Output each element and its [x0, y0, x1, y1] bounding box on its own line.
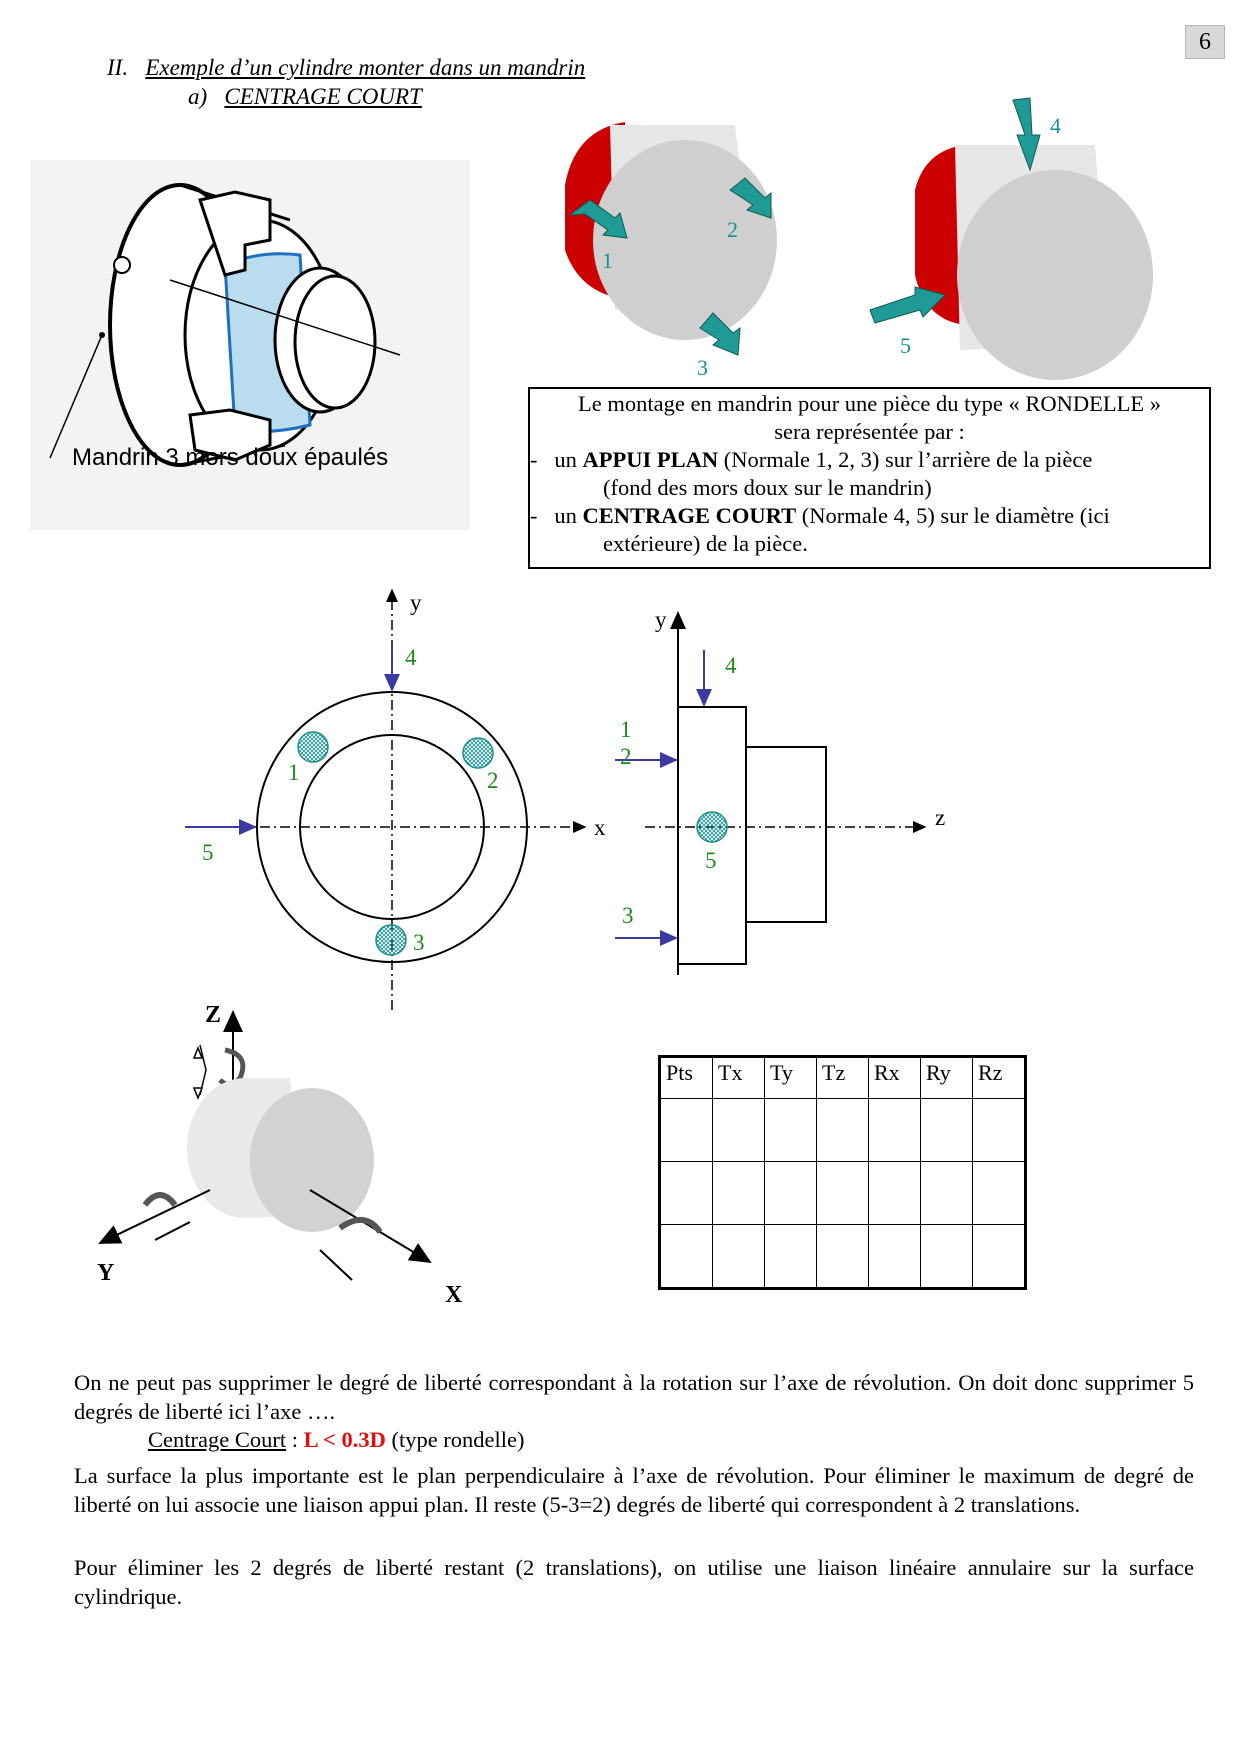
table-cell[interactable] [973, 1162, 1026, 1225]
front-view-diagram [170, 585, 610, 1025]
section-roman: II. [107, 55, 129, 80]
subsection-heading [188, 84, 422, 110]
front-label-3: 3 [413, 930, 425, 955]
cylinder-plan-support [535, 110, 785, 380]
table-cell[interactable] [869, 1099, 921, 1162]
subsection-letter: a) [188, 84, 208, 109]
table-cell[interactable] [817, 1099, 869, 1162]
side-washer-hub [746, 747, 826, 922]
box-bullet-2-pre: un [554, 503, 583, 528]
cylinder-front-face-2 [957, 170, 1153, 380]
table-cell[interactable] [921, 1162, 973, 1225]
side-axis-z-label: z [935, 805, 946, 830]
chuck-hole [114, 257, 130, 273]
table-cell[interactable] [921, 1099, 973, 1162]
side-label-3: 3 [622, 903, 634, 928]
box-bullet-2-bold: CENTRAGE COURT [582, 503, 797, 528]
x-translation-icon [320, 1250, 352, 1280]
front-point-2 [463, 738, 493, 768]
front-point-1 [298, 732, 328, 762]
front-label-2: 2 [487, 768, 499, 793]
centrage-court-post: (type rondelle) [385, 1427, 525, 1452]
arrow-label-1: 1 [602, 248, 613, 273]
table-row [660, 1162, 1026, 1225]
y-rotation-icon [145, 1195, 175, 1205]
centrage-court-formula: L < 0.3D [303, 1427, 386, 1452]
table-row [660, 1225, 1026, 1289]
table-cell[interactable] [869, 1225, 921, 1289]
table-cell[interactable] [765, 1225, 817, 1289]
box-bullet-2-post: (Normale 4, 5) sur le diamètre (ici [796, 503, 1110, 528]
side-label-5: 5 [705, 848, 717, 873]
table-cell[interactable] [973, 1099, 1026, 1162]
dof-table [658, 1055, 1027, 1290]
x-rotation-icon [340, 1220, 380, 1232]
cylinder-short-centering [865, 95, 1165, 380]
arrow-5 [870, 287, 945, 323]
section-title: Exemple d’un cylindre monter dans un mandrin [145, 55, 586, 80]
header-ty: Ty [765, 1057, 817, 1099]
dof-table-header [660, 1057, 1026, 1099]
box-line-2: sera représentée par : [774, 419, 965, 444]
box-bullet-2-dash: - [530, 503, 538, 528]
chuck-caption: Mandrin 3 mors doux épaulés [72, 444, 389, 471]
y-translation-icon [155, 1222, 190, 1240]
table-cell[interactable] [817, 1162, 869, 1225]
box-bullet-2 [530, 502, 1209, 530]
side-label-4: 4 [725, 653, 737, 678]
table-cell[interactable] [817, 1225, 869, 1289]
box-bullet-1-post: (Normale 1, 2, 3) sur l’arrière de la pièce [718, 447, 1093, 472]
axis-y-label: Y [97, 1260, 115, 1286]
table-cell[interactable] [660, 1162, 713, 1225]
box-bullet-2-cont: extérieure) de la pièce. [603, 531, 808, 556]
header-tz: Tz [817, 1057, 869, 1099]
arrow-label-3: 3 [697, 355, 708, 380]
chuck-workpiece-face [295, 276, 375, 408]
paragraph-4: Pour éliminer les 2 degrés de liberté restant (2 translations), on utilise une liaison linéaire annulaire sur la surface cylindrique. [74, 1555, 1194, 1609]
box-bullet-1-cont: (fond des mors doux sur le mandrin) [603, 475, 932, 500]
table-cell[interactable] [869, 1162, 921, 1225]
arrow-label-2: 2 [727, 217, 738, 242]
table-cell[interactable] [921, 1225, 973, 1289]
table-cell[interactable] [713, 1162, 765, 1225]
side-axis-y-label: y [655, 607, 667, 632]
box-bullet-1-dash: - [530, 447, 538, 472]
side-view-diagram [600, 605, 960, 985]
table-cell[interactable] [713, 1099, 765, 1162]
table-cell[interactable] [660, 1225, 713, 1289]
box-bullet-1 [530, 446, 1209, 474]
paragraph-3: La surface la plus importante est le plan perpendiculaire à l’axe de révolution. Pour éliminer le maximum de degré de liberté on lui associe une liaison appui plan. Il reste (5-3=2) degrés de liberté qui correspondent à 2 translations. [74, 1463, 1194, 1517]
side-point-5 [697, 812, 727, 842]
header-pts: Pts [660, 1057, 713, 1099]
chuck-illustration [30, 160, 470, 530]
centrage-court-sep: : [286, 1427, 304, 1452]
table-cell[interactable] [660, 1099, 713, 1162]
side-label-1: 1 [620, 717, 632, 742]
front-axis-x-label: x [594, 815, 606, 840]
table-row [660, 1099, 1026, 1162]
axes-3d-diagram [90, 1000, 490, 1330]
table-cell[interactable] [765, 1162, 817, 1225]
front-label-4: 4 [405, 645, 417, 670]
subsection-title: CENTRAGE COURT [224, 84, 422, 109]
table-cell[interactable] [973, 1225, 1026, 1289]
explanation-box [528, 387, 1211, 569]
centrage-court-label: Centrage Court [148, 1427, 287, 1452]
header-rz: Rz [973, 1057, 1026, 1099]
side-label-2: 2 [620, 744, 632, 769]
cylinder-3d-face [250, 1088, 374, 1232]
paragraph-2 [148, 1427, 525, 1453]
box-bullet-1-bold: APPUI PLAN [582, 447, 719, 472]
section-heading [107, 55, 585, 81]
paragraph-1: On ne peut pas supprimer le degré de liberté correspondant à la rotation sur l’axe de révolution. On doit donc supprimer 5 degrés de liberté ici l’axe …. [74, 1370, 1194, 1424]
front-label-1: 1 [288, 760, 300, 785]
header-ry: Ry [921, 1057, 973, 1099]
table-cell[interactable] [713, 1225, 765, 1289]
page-number: 6 [1185, 25, 1225, 59]
axis-x-label: X [445, 1282, 463, 1308]
header-tx: Tx [713, 1057, 765, 1099]
table-cell[interactable] [765, 1099, 817, 1162]
header-rx: Rx [869, 1057, 921, 1099]
box-bullet-1-pre: un [554, 447, 583, 472]
cylinder-front-face [593, 140, 777, 340]
arrow-label-5: 5 [900, 333, 911, 358]
arrow-label-4: 4 [1050, 113, 1061, 138]
front-point-3 [376, 925, 406, 955]
front-label-5: 5 [202, 840, 214, 865]
box-line-1: Le montage en mandrin pour une pièce du type « RONDELLE » [578, 391, 1161, 416]
axis-z-label: Z [205, 1002, 222, 1028]
front-axis-y-label: y [410, 590, 422, 615]
